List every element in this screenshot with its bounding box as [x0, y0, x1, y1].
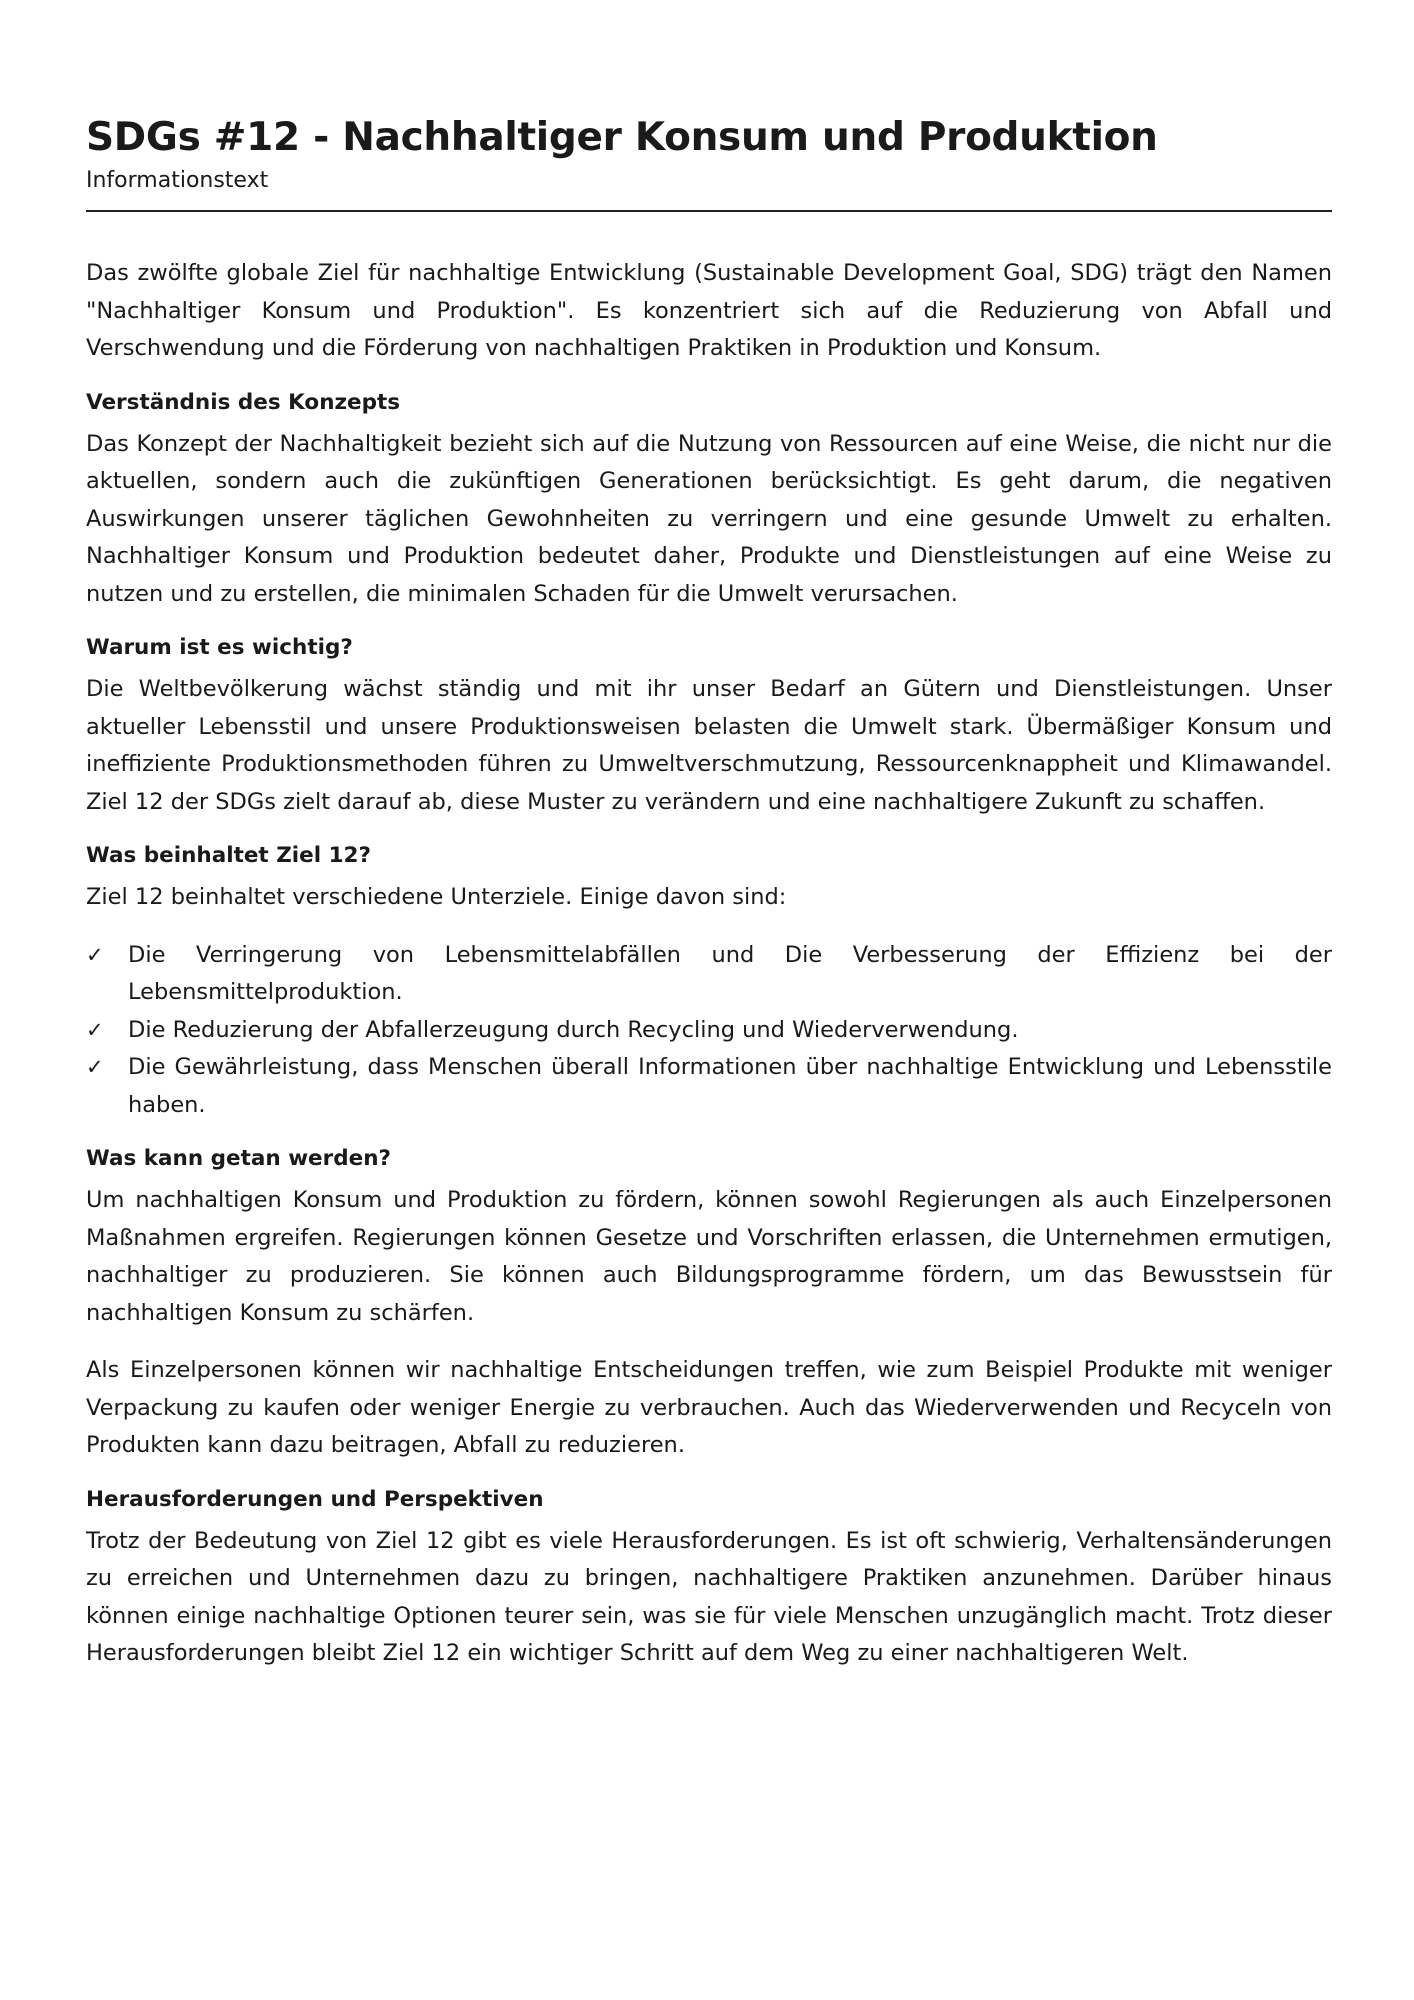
section-heading: Was kann getan werden? — [86, 1146, 391, 1171]
section-verstaendnis — [86, 388, 1332, 614]
intro-paragraph: Das zwölfte globale Ziel für nachhaltige Entwicklung (Sustainable Development Goal, SDG) trägt den Namen "Nachhaltiger Konsum und Produktion". Es konzentriert sich auf die Reduzierung von Abfall und Verschwendung und die Förderung von nachhaltigen Praktiken in Produktion und Konsum. — [86, 260, 1332, 361]
list-item — [86, 937, 1332, 1012]
section-paragraph: Ziel 12 beinhaltet verschiedene Unterziele. Einige davon sind: — [86, 884, 787, 910]
section-paragraph: Trotz der Bedeutung von Ziel 12 gibt es viele Herausforderungen. Es ist oft schwierig, Verhaltensänderungen zu erreichen und Unternehmen dazu zu bringen, nachhaltigere Praktiken anzunehmen. Darüber hinaus können einige nachhaltige Optionen teurer sein, was sie für viele Menschen unzugänglich macht. Trotz dieser Herausforderungen bleibt Ziel 12 ein wichtiger Schritt auf dem Weg zu einer nachhaltigeren Welt. — [86, 1527, 1332, 1666]
list-item-text: Die Verringerung von Lebensmittelabfällen und Die Verbesserung der Effizienz bei der Lebensmittelproduktion. — [128, 941, 1332, 1005]
check-icon: ✓ — [86, 942, 104, 967]
subgoal-list — [86, 937, 1332, 1125]
document-title: SDGs #12 - Nachhaltiger Konsum und Produktion — [86, 115, 1158, 160]
list-item-text: Die Reduzierung der Abfallerzeugung durch Recycling und Wiederverwendung. — [128, 1016, 1019, 1043]
section-heading: Was beinhaltet Ziel 12? — [86, 843, 371, 868]
list-item — [86, 1012, 1332, 1050]
section-heading: Verständnis des Konzepts — [86, 389, 401, 415]
list-item-text: Die Gewährleistung, dass Menschen überall Informationen über nachhaltige Entwicklung und Lebensstile haben. — [128, 1054, 1332, 1118]
document-subtitle: Informationstext — [86, 168, 269, 193]
section-paragraph: Als Einzelpersonen können wir nachhaltige Entscheidungen treffen, wie zum Beispiel Produkte mit weniger Verpackung zu kaufen oder weniger Energie zu verbrauchen. Auch das Wiederverwenden und Recyceln von Produkten kann dazu beitragen, Abfall zu reduzieren. — [86, 1357, 1332, 1458]
section-heading: Herausforderungen und Perspektiven — [86, 1486, 544, 1512]
title-divider — [86, 210, 1332, 212]
section-massnahmen — [86, 1144, 1332, 1465]
section-herausforderungen — [86, 1485, 1332, 1673]
document-page — [86, 110, 1332, 1673]
section-heading: Warum ist es wichtig? — [86, 635, 353, 660]
section-paragraph: Um nachhaltigen Konsum und Produktion zu fördern, können sowohl Regierungen als auch Einzelpersonen Maßnahmen ergreifen. Regierungen können Gesetze und Vorschriften erlassen, die Unternehmen ermutigen, nachhaltiger zu produzieren. Sie können auch Bildungsprogramme fördern, um das Bewusstsein für nachhaltigen Konsum zu schärfen. — [86, 1187, 1332, 1326]
section-paragraph: Die Weltbevölkerung wächst ständig und mit ihr unser Bedarf an Gütern und Dienstleistungen. Unser aktueller Lebensstil und unsere Produktionsweisen belasten die Umwelt stark. Übermäßiger Konsum und ineffiziente Produktionsmethoden führen zu Umweltverschmutzung, Ressourcenknappheit und Klimawandel. Ziel 12 der SDGs zielt darauf ab, diese Muster zu verändern und eine nachhaltigere Zukunft zu schaffen. — [86, 676, 1332, 815]
list-item — [86, 1049, 1332, 1124]
section-ziel-12 — [86, 841, 1332, 1124]
check-icon: ✓ — [86, 1055, 104, 1079]
check-icon: ✓ — [86, 1017, 104, 1042]
section-paragraph: Das Konzept der Nachhaltigkeit bezieht sich auf die Nutzung von Ressourcen auf eine Weise, die nicht nur die aktuellen, sondern auch die zukünftigen Generationen berücksichtigt. Es geht darum, die negativen Auswirkungen unserer täglichen Gewohnheiten zu verringern und eine gesunde Umwelt zu erhalten. Nachhaltiger Konsum und Produktion bedeutet daher, Produkte und Dienstleistungen auf eine Weise zu nutzen und zu erstellen, die minimalen Schaden für die Umwelt verursachen. — [86, 430, 1332, 607]
section-warum — [86, 633, 1332, 821]
